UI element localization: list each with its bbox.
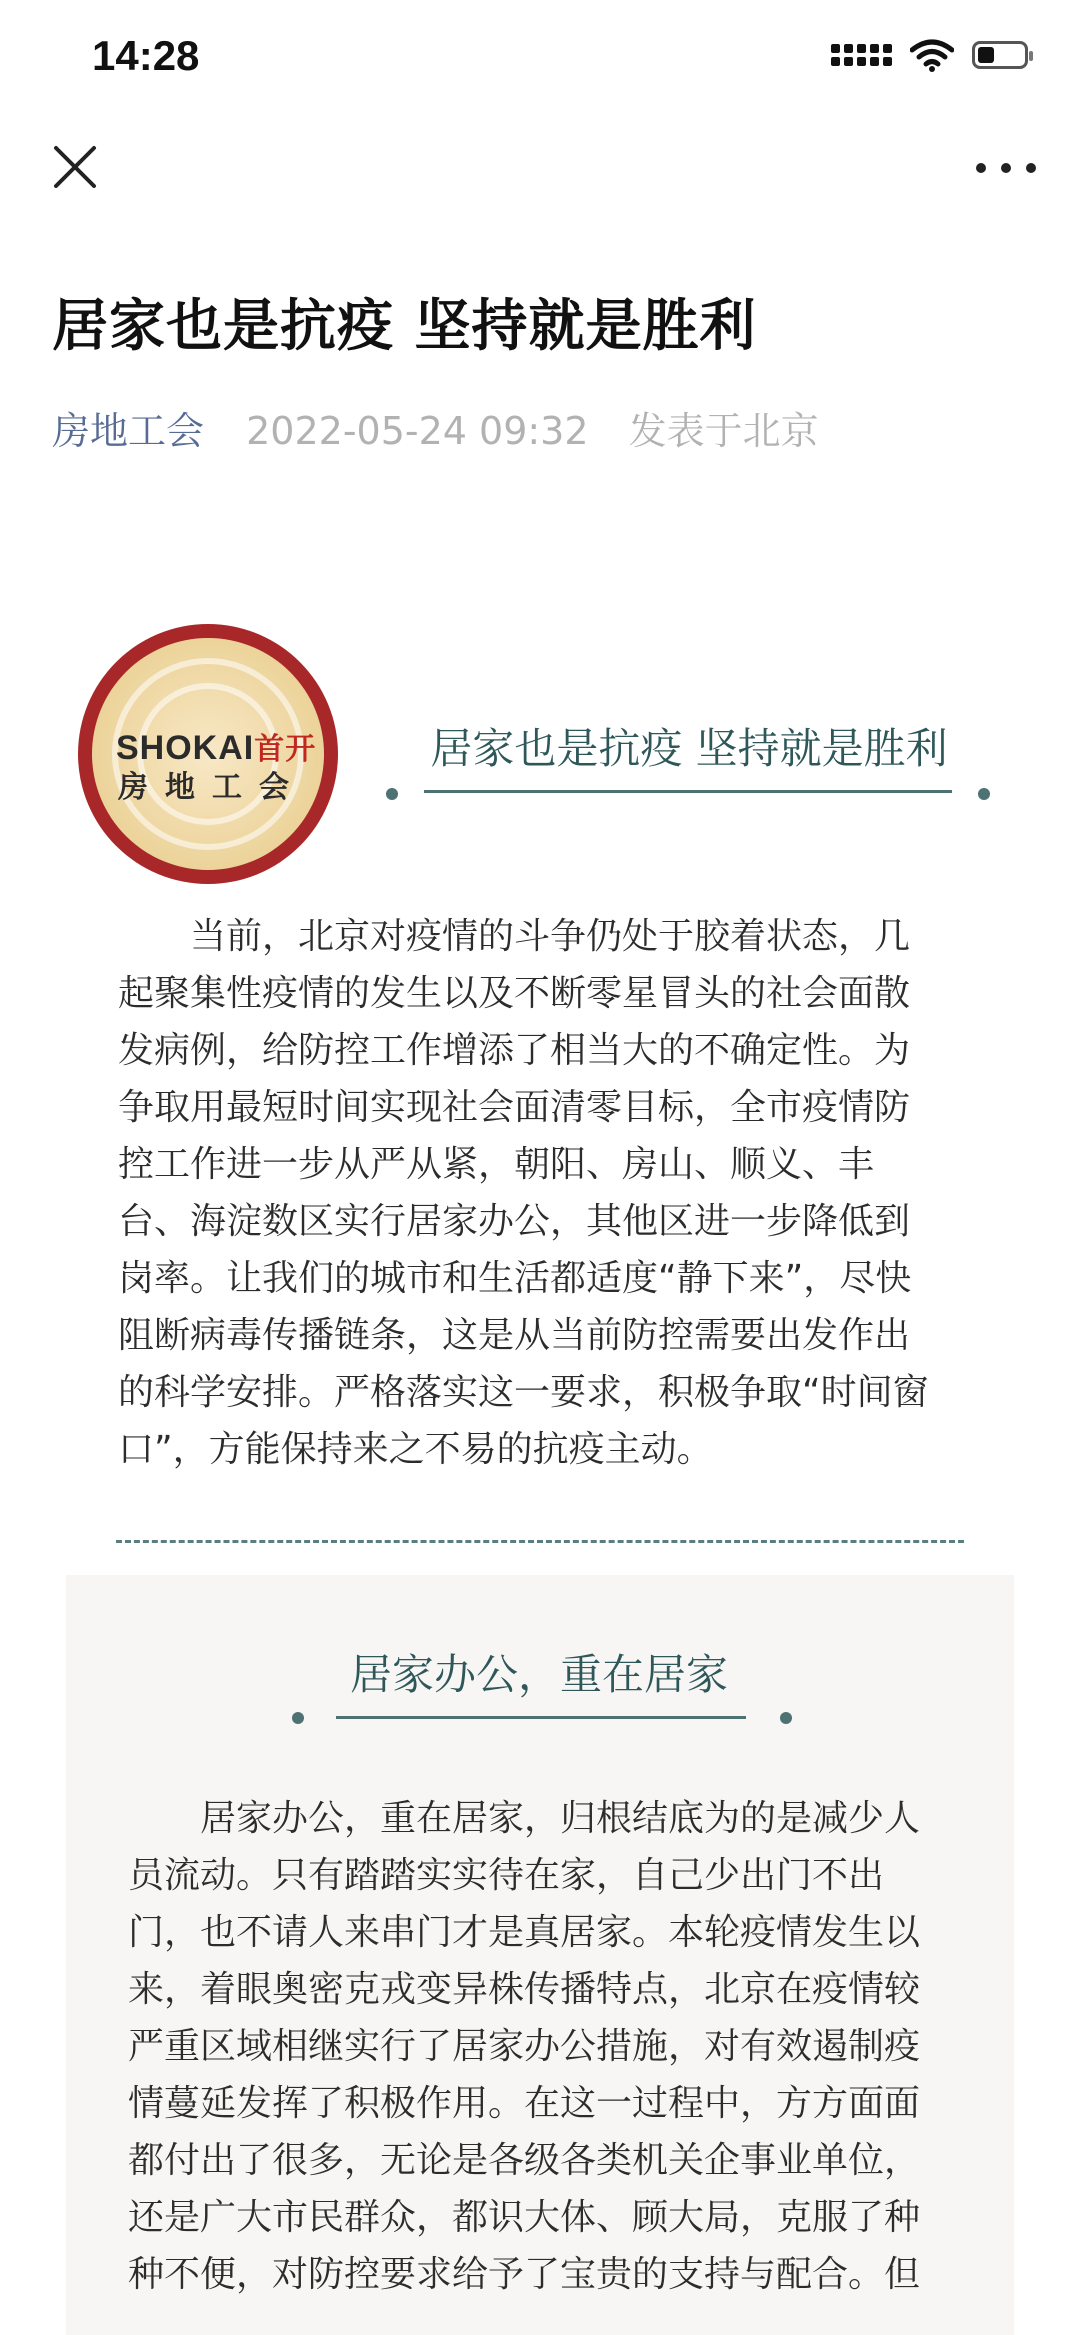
paragraph-line: 种不便，对防控要求给予了宝贵的支持与配合。但 [128,2254,921,2295]
paragraph-line: 争取用最短时间实现社会面清零目标，全市疫情防 [118,1087,911,1128]
paragraph-line: 都付出了很多，无论是各级各类机关企事业单位， [128,2140,921,2181]
paragraph-line: 台、海淀数区实行居家办公，其他区进一步降低到 [118,1201,911,1242]
paragraph-line: 还是广大市民群众，都识大体、顾大局，克服了种 [128,2197,921,2238]
paragraph-line: 的科学安排。严格落实这一要求，积极争取“时间窗 [118,1372,929,1413]
author-link[interactable]: 房地工会 [52,409,205,453]
section2-dot-right [780,1712,792,1724]
paragraph-line: 员流动。只有踏踏实实待在家，自己少出门不出 [128,1855,885,1896]
signal-icon [831,44,892,66]
paragraph-line: 当前，北京对疫情的斗争仍处于胶着状态，几 [118,916,911,957]
paragraph-line: 控工作进一步从严从紧，朝阳、房山、顺义、丰 [118,1144,875,1185]
close-icon[interactable] [52,144,98,190]
paragraph-line: 严重区域相继实行了居家办公措施，对有效遏制疫 [128,2026,921,2067]
article-meta [52,400,819,455]
section2-underline [336,1716,746,1719]
more-icon[interactable] [976,148,1036,188]
paragraph-line: 发病例，给防控工作增添了相当大的不确定性。为 [118,1030,911,1071]
status-time: 14:28 [92,32,200,79]
section1-underline [424,790,952,793]
paragraph-line: 来，着眼奥密克戎变异株传播特点，北京在疫情较 [128,1969,921,2010]
status-bar [0,0,1080,120]
article-title: 居家也是抗疫 坚持就是胜利 [52,294,757,359]
section2-heading: 居家办公，重在居家 [349,1650,728,1699]
section-divider [116,1540,964,1543]
org-logo: SHOKAI首开 房地工会 [78,624,338,884]
paragraph-line: 阻断病毒传播链条，这是从当前防控需要出发作出 [118,1315,911,1356]
nav-bar [0,120,1080,220]
paragraph-line: 居家办公，重在居家，归根结底为的是减少人 [128,1798,921,1839]
paragraph-line: 门，也不请人来串门才是真居家。本轮疫情发生以 [128,1912,921,1953]
section1-dot-right [978,788,990,800]
section1-paragraph [118,908,968,1478]
section1-heading: 居家也是抗疫 坚持就是胜利 [430,724,948,773]
wifi-icon [910,38,954,72]
status-icons [831,38,1028,72]
section1-dot-left [386,788,398,800]
battery-icon [972,41,1028,69]
section2-dot-left [292,1712,304,1724]
section2-paragraph [128,1790,972,2303]
paragraph-line: 情蔓延发挥了积极作用。在这一过程中，方方面面 [128,2083,921,2124]
paragraph-line: 岗率。让我们的城市和生活都适度“静下来”，尽快 [118,1258,912,1299]
paragraph-line: 起聚集性疫情的发生以及不断零星冒头的社会面散 [118,973,911,1014]
paragraph-line: 口”，方能保持来之不易的抗疫主动。 [118,1429,713,1470]
publish-location: 发表于北京 [628,409,819,453]
publish-date: 2022-05-24 09:32 [246,409,589,453]
